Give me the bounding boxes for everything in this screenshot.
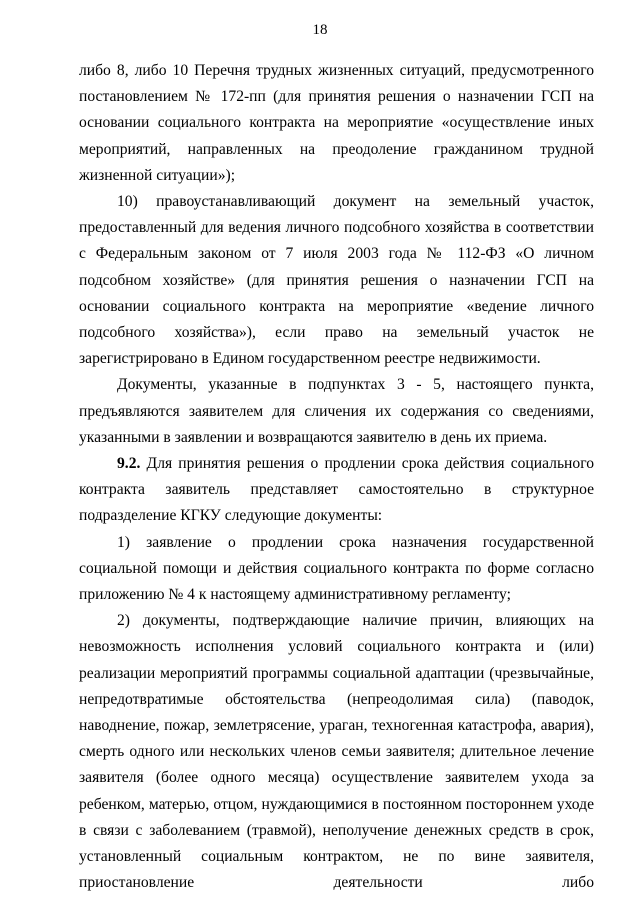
page-number: 18 bbox=[312, 22, 328, 38]
paragraph-item-2 bbox=[79, 608, 594, 896]
paragraph-documents-note bbox=[79, 372, 594, 451]
paragraph-item-10 bbox=[79, 189, 594, 372]
section-number: 9.2. bbox=[117, 455, 141, 473]
paragraph-text: 1) заявление о продлении срока назначения государственной социальной помощи и действия социального контракта по форме согласно приложению № 4 к настоящему административному регламенту; bbox=[79, 533, 594, 604]
paragraph-text: Документы, указанные в подпунктах 3 - 5, настоящего пункта, предъявляются заявителем для сличения их содержания со сведениями, указанными в заявлении и возвращаются заявителю в день их приема. bbox=[79, 376, 594, 446]
paragraph-item-1 bbox=[79, 530, 594, 609]
paragraph-text: 2) документы, подтверждающие наличие причин, влияющих на невозможность исполнения условий социального контракта и (или) реализации мероприятий программы социальной адаптации (чрезвычайные, непредотвратимые обстоятельства (непреодолимая сила) (паводок, наводнение, пожар, землетрясение, ураган, техногенная катастрофа, авария), смерть одного или нескольких членов семьи заявителя; длительное лечение заявителя (более одного месяца) осуществление заявителем ухода за ребенком, матерью, отцом, нуждающимися в постоянном постороннем уходе в связи с заболеванием (травмой), неполучение денежных средств в срок, установленный социальным контрактом, не по вине заявителя, приостановление деятельности либо bbox=[79, 612, 594, 892]
document-body bbox=[79, 58, 594, 897]
paragraph-text: либо 8, либо 10 Перечня трудных жизненных ситуаций, предусмотренного постановлением № 172-пп (для принятия решения о назначении ГСП на основании социального контракта на мероприятие «осуществление иных мероприятий, направленных на преодоление гражданином трудной жизненной ситуации»); bbox=[79, 62, 594, 184]
paragraph-text: Для принятия решения о продлении срока действия социального контракта заявитель представляет самостоятельно в структурное подразделение КГКУ следующие документы: bbox=[79, 455, 594, 525]
paragraph-text: 10) правоустанавливающий документ на земельный участок, предоставленный для ведения личного подсобного хозяйства в соответствии с Федеральным законом от 7 июля 2003 года № 112-ФЗ «О личном подсобном хозяйстве» (для принятия решения о назначении ГСП на основании социального контракта на мероприятие «ведение личного подсобного хозяйства»), если право на земельный участок не зарегистрировано в Едином государственном реестре недвижимости. bbox=[79, 193, 594, 368]
paragraph-section-9-2 bbox=[79, 451, 594, 530]
paragraph-continuation bbox=[79, 58, 594, 189]
